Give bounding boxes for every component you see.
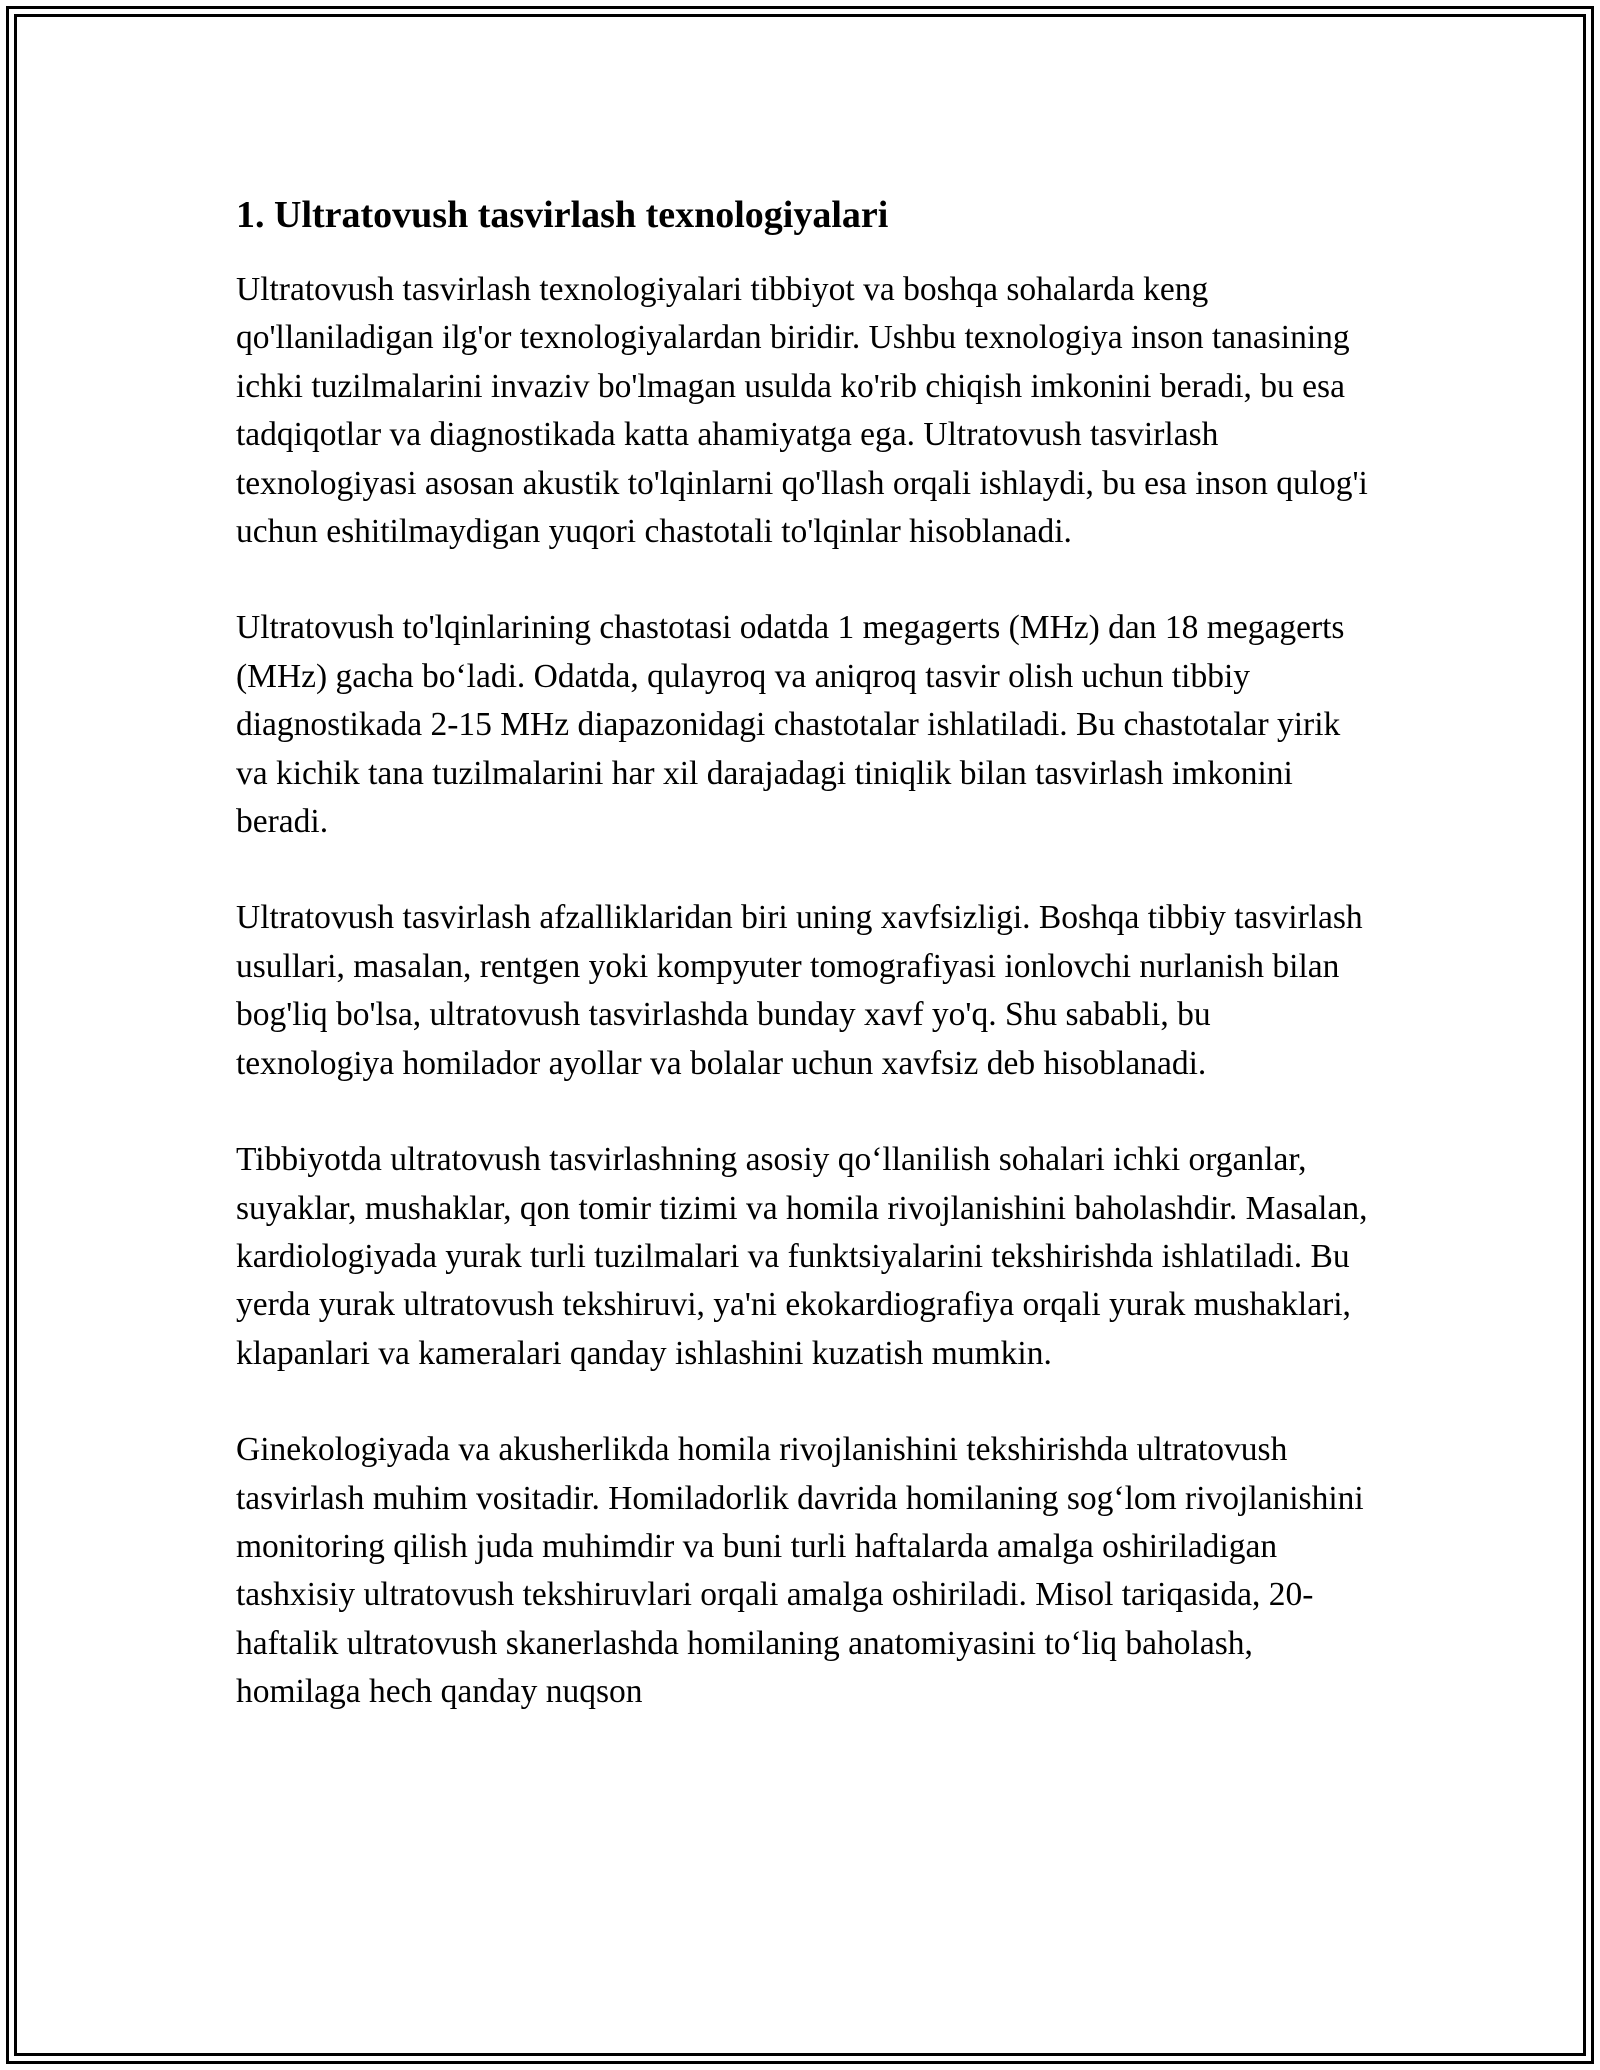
paragraph-intro: Ultratovush tasvirlash texnologiyalari tibbiyot va boshqa sohalarda keng qo'llaniladigan ilg'or texnologiyalardan biridir. Ushbu texnologiya inson tanasining ichki tuzilmalarini invaziv bo'lmagan usulda ko'rib chiqish imkonini beradi, bu esa tadqiqotlar va diagnostikada katta ahamiyatga ega. Ultratovush tasvirlash texnologiyasi asosan akustik to'lqinlarni qo'llash orqali ishlaydi, bu esa inson qulog'i uchun eshitilmaydigan yuqori chastotali to'lqinlar hisoblanadi. [236,271,1368,551]
section-heading: 1. Ultratovush tasvirlash texnologiyalari [236,194,889,236]
paragraph-frequency: Ultratovush to'lqinlarining chastotasi odatda 1 megagerts (MHz) dan 18 megagerts (MHz) gacha bo‘ladi. Odatda, qulayroq va aniqroq tasvir olish uchun tibbiy diagnostikada 2-15 MHz diapazonidagi chastotalar ishlatiladi. Bu chastotalar yirik va kichik tana tuzilmalarini har xil darajadagi tiniqlik bilan tasvirlash imkonini beradi. [236,609,1345,841]
paragraph-safety: Ultratovush tasvirlash afzalliklaridan biri uning xavfsizligi. Boshqa tibbiy tasvirlash usullari, masalan, rentgen yoki kompyuter tomografiyasi ionlovchi nurlanish bilan bog'liq bo'lsa, ultratovush tasvirlashda bunday xavf yo'q. Shu sababli, bu texnologiya homilador ayollar va bolalar uchun xavfsiz deb hisoblanadi. [236,899,1363,1082]
paragraph-applications: Tibbiyotda ultratovush tasvirlashning asosiy qo‘llanilish sohalari ichki organlar, suyaklar, mushaklar, qon tomir tizimi va homila rivojlanishini baholashdir. Masalan, kardiologiyada yurak turli tuzilmalari va funktsiyalarini tekshirishda ishlatiladi. Bu yerda yurak ultratovush tekshiruvi, ya'ni ekokardiografiya orqali yurak mushaklari, klapanlari va kameralari qanday ishlashini kuzatish mumkin. [236,1141,1368,1372]
paragraph-obstetrics: Ginekologiyada va akusherlikda homila rivojlanishini tekshirishda ultratovush tasvirlash muhim vositadir. Homiladorlik davrida homilaning sog‘lom rivojlanishini monitoring qilish juda muhimdir va buni turli haftalarda amalga oshiriladigan tashxisiy ultratovush tekshiruvlari orqali amalga oshiriladi. Misol tariqasida, 20-haftalik ultratovush skanerlashda homilaning anatomiyasini to‘liq baholash, homilaga hech qanday nuqson [236,1431,1364,1711]
document-body [236,182,1376,1765]
